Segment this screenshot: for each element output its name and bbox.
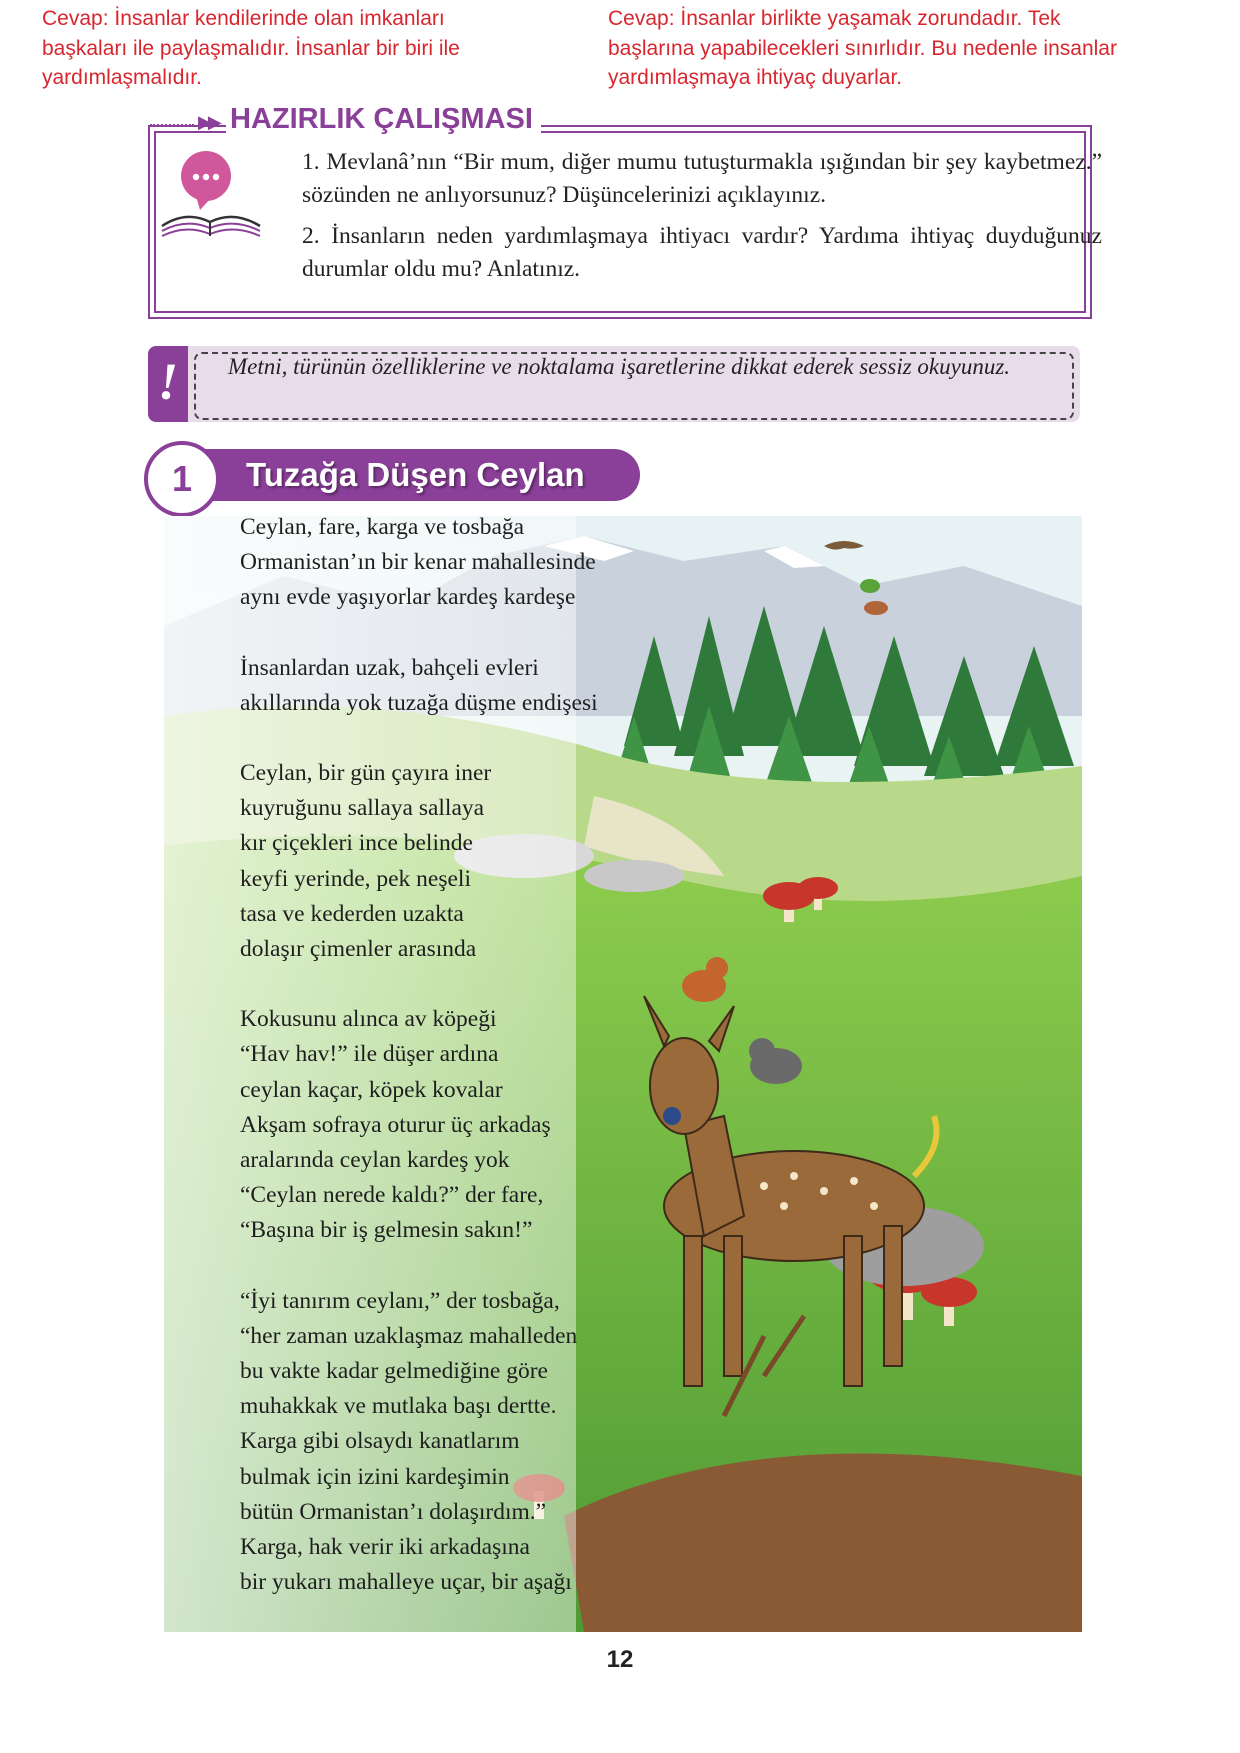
poem-line: Ceylan, fare, karga ve tosbağa xyxy=(240,514,525,540)
poem-line: akıllarında yok tuzağa düşme endişesi xyxy=(240,689,598,716)
poem-line: Ceylan, bir gün çayıra iner xyxy=(240,760,492,787)
poem xyxy=(240,510,660,1635)
poem-stanza-4 xyxy=(240,1002,660,1248)
poem-line: ceylan kaçar, köpek kovalar xyxy=(240,1076,503,1103)
poem-line: Kokusunu alınca av köpeği xyxy=(240,1006,497,1033)
poem-line: aralarında ceylan kardeş yok xyxy=(240,1147,510,1174)
poem-line: “Hav hav!” ile düşer ardına xyxy=(240,1041,499,1068)
poem-line: bu vakte kadar gelmediğine göre xyxy=(240,1358,548,1385)
poem-line: kuyruğunu sallaya sallaya xyxy=(240,795,485,822)
poem-stanza-1 xyxy=(240,510,660,616)
poem-stanza-3 xyxy=(240,756,660,967)
poem-line: “Başına bir iş gelmesin sakın!” xyxy=(240,1217,533,1244)
poem-stanza-2 xyxy=(240,651,660,721)
poem-line: “her zaman uzaklaşmaz mahalleden xyxy=(240,1322,578,1349)
poem-line: “Ceylan nerede kaldı?” der fare, xyxy=(240,1182,544,1209)
poem-line: bütün Ormanistan’ı dolaşırdım.” xyxy=(240,1498,547,1525)
poem-line: tasa ve kederden uzakta xyxy=(240,900,464,927)
poem-stanza-5 xyxy=(240,1284,660,1601)
poem-line: Karga gibi olsaydı kanatlarım xyxy=(240,1428,520,1455)
poem-line: Karga, hak verir iki arkadaşına xyxy=(240,1534,530,1561)
poem-line: muhakkak ve mutlaka başı dertte. xyxy=(240,1393,557,1420)
lesson-title: Tuzağa Düşen Ceylan xyxy=(246,456,585,493)
poem-line: bulmak için izini kardeşimin xyxy=(240,1463,510,1490)
poem-line: Akşam sofraya oturur üç arkadaş xyxy=(240,1111,551,1138)
answer-right: Cevap: İnsanlar birlikte yaşamak zorundadır. Tek başlarına yapabilecekleri sınırlıdır. Bu nedenle insanlar yardımlaşmaya ihtiyaç duyarlar. xyxy=(608,7,1117,89)
poem-line: kır çiçekleri ince belinde xyxy=(240,830,473,857)
double-arrow-icon: ▶▶ xyxy=(198,112,218,133)
speech-book-icon xyxy=(156,148,268,240)
poem-line: aynı evde yaşıyorlar kardeş kardeşe xyxy=(240,584,576,611)
lesson-number: 1 xyxy=(171,458,193,499)
poem-line: dolaşır çimenler arasında xyxy=(240,936,477,963)
page-number: 12 xyxy=(606,1646,634,1673)
dotted-leader xyxy=(150,124,194,126)
poem-line: keyfi yerinde, pek neşeli xyxy=(240,865,471,892)
preparation-question-2: 2. İnsanların neden yardımlaşmaya ihtiyacı vardır? Yardıma ihtiyaç duyduğunuz durumlar oldu mu? Anlatınız. xyxy=(302,223,1102,282)
exclamation-icon: ! xyxy=(157,354,179,411)
reading-note-text: Metni, türünün özelliklerine ve noktalama işaretlerine dikkat ederek sessiz okuyunuz. xyxy=(228,354,1011,379)
preparation-title: HAZIRLIK ÇALIŞMASI xyxy=(226,101,541,137)
preparation-question-1: 1. Mevlanâ’nın “Bir mum, diğer mumu tutuşturmakla ışığından bir şey kaybetmez.” sözünden ne anlıyorsunuz? Düşüncelerinizi açıklayınız. xyxy=(302,149,1102,208)
poem-line: bir yukarı mahalleye uçar, bir aşağı xyxy=(240,1569,572,1596)
poem-line: İnsanlardan uzak, bahçeli evleri xyxy=(240,654,539,681)
poem-line: “İyi tanırım ceylanı,” der tosbağa, xyxy=(240,1287,560,1314)
poem-line: Ormanistan’ın bir kenar mahallesinde xyxy=(240,549,596,576)
answer-left: Cevap: İnsanlar kendilerinde olan imkanları başkaları ile paylaşmalıdır. İnsanlar bir biri ile yardımlaşmalıdır. xyxy=(42,7,460,89)
